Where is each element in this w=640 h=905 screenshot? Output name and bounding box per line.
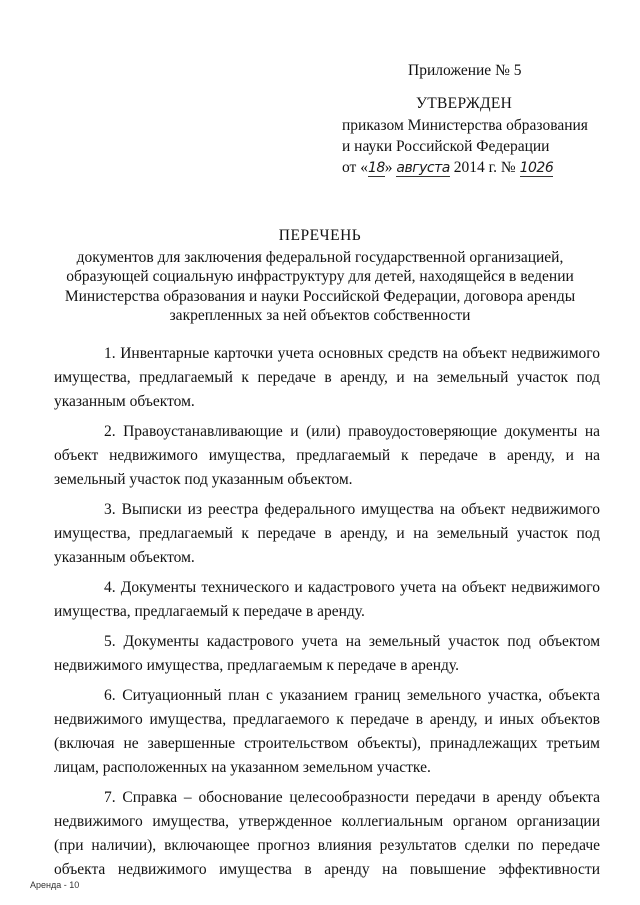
list-item-2: 2. Правоустанавливающие и (или) правоудостоверяющие документы на объект недвижимого имущества, предлагаемый к передаче в аренду, и на земельный участок под указанным объектом. [54, 423, 600, 488]
page-footer: Аренда - 10 [30, 880, 80, 890]
list-item-3: 3. Выписки из реестра федерального имущества на объект недвижимого имущества, предлагаемый к передаче в аренду, и на земельный участок под указанным объектом. [54, 501, 600, 566]
date-mid: » [384, 159, 393, 176]
order-date-line [342, 157, 553, 178]
list-item-5: 5. Документы кадастрового учета на земельный участок под объектом недвижимого имущества, предлагаемым к передаче в аренду. [54, 633, 600, 674]
title-line-3: Министерства образования и науки Российской Федерации, договора аренды [64, 287, 576, 305]
order-issuer-line2: и науки Российской Федерации [342, 138, 550, 155]
date-year: 2014 г. № [453, 159, 516, 176]
title-line-1: документов для заключения федеральной государственной организацией, [76, 248, 564, 266]
list-item-7: 7. Справка – обоснование целесообразности передачи в аренду объекта недвижимого имущества, утвержденное коллегиальным органом организации (при наличии), включающее прогноз влияния результатов сделки по передаче объекта недвижимого имущества в аренду на повышение эффективности [54, 789, 600, 878]
annex-number: Приложение № 5 [408, 62, 522, 79]
document-list [54, 342, 600, 888]
list-item-1: 1. Инвентарные карточки учета основных средств на объект недвижимого имущества, предлагаемый к передаче в аренду, и на земельный участок под указанным объектом. [54, 345, 600, 410]
title-heading: ПЕРЕЧЕНЬ [278, 227, 362, 244]
handwritten-month: августа [396, 160, 450, 176]
document-title [50, 226, 590, 326]
approved-stamp: УТВЕРЖДЕН [416, 95, 513, 112]
date-prefix: от « [342, 159, 368, 176]
order-issuer-line1: приказом Министерства образования [342, 117, 588, 134]
handwritten-order-number: 1026 [519, 160, 554, 176]
list-item-6: 6. Ситуационный план с указанием границ земельного участка, объекта недвижимого имущества, предлагаемого к передаче в аренду, и иных объектов (включая не завершенные строительством объекты), принадлежащих третьим лицам, расположенных на указанном земельном участке. [54, 687, 600, 776]
list-item-4: 4. Документы технического и кадастрового учета на объект недвижимого имущества, предлагаемый к передаче в аренду. [54, 579, 600, 620]
handwritten-day: 18 [367, 160, 385, 176]
title-line-2: образующей социальную инфраструктуру для детей, находящейся в ведении [66, 268, 574, 285]
title-line-4: закрепленных за ней объектов собственности [169, 307, 471, 324]
